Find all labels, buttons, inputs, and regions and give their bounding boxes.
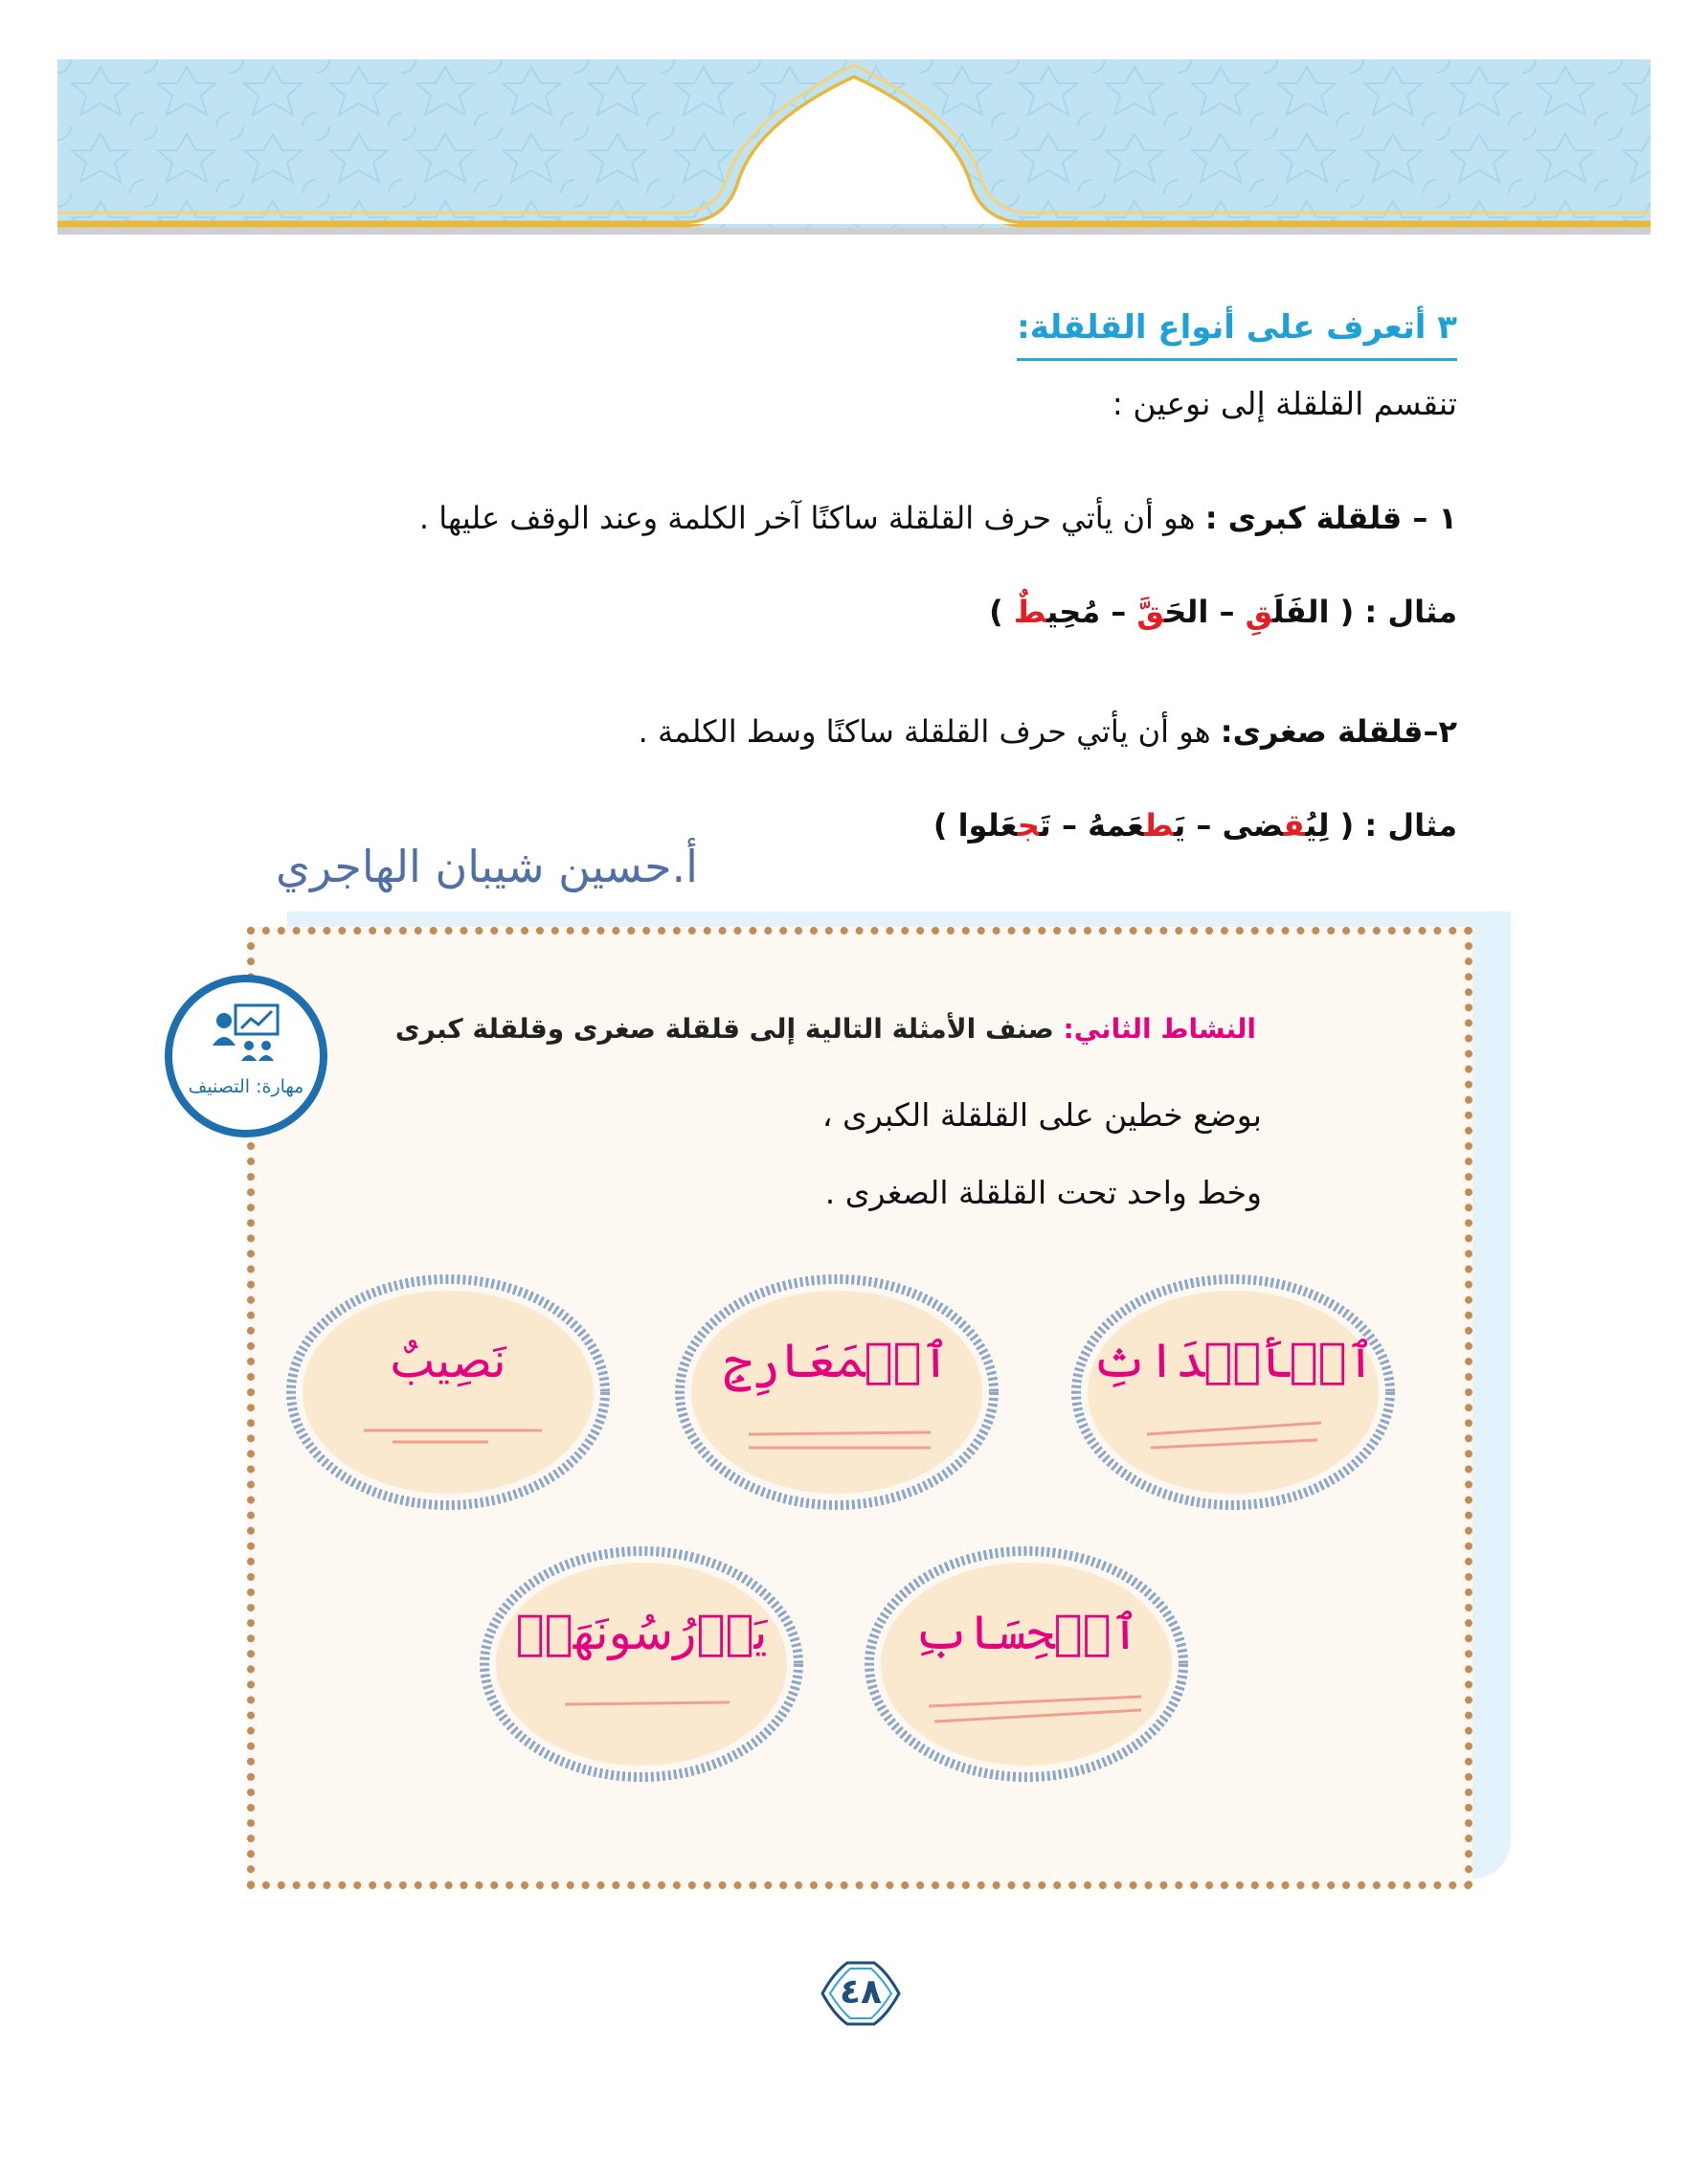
word-oval-5	[479, 1545, 804, 1783]
example-separator: –	[1100, 594, 1137, 630]
type1-example	[989, 594, 1457, 630]
example-word-base: الحَ	[1164, 594, 1209, 630]
example-word-part: عَمهُ	[1088, 807, 1145, 844]
section-heading: ٣ أتعرف على أنواع القلقلة:	[1017, 308, 1457, 361]
example-word-part: يَ	[1174, 807, 1186, 844]
type2-text: هو أن يأتي حرف القلقلة ساكنًا وسط الكلمة .	[638, 713, 1221, 750]
page-number-badge	[819, 1959, 903, 2028]
example-label: مثال : (	[1329, 807, 1457, 844]
example-word-part: عَلوا	[957, 807, 1018, 844]
type1-definition	[419, 500, 1457, 536]
type1-label: ١ – قلقلة كبرى :	[1204, 500, 1457, 536]
type1-text: هو أن يأتي حرف القلقلة ساكنًا آخر الكلمة وعند الوقف عليها .	[418, 500, 1205, 536]
type2-label: ٢–قلقلة صغرى:	[1220, 713, 1457, 750]
oval-word: ٱلۡحِسَابِ	[913, 1605, 1139, 1660]
example-qalqala-letter: قَّ	[1136, 594, 1165, 630]
presentation-icon	[211, 1003, 281, 1067]
example-qalqala-letter: قِ	[1245, 594, 1273, 630]
oval-word: نَصِيبٌ	[390, 1333, 506, 1388]
activity-title-label: النشاط الثاني:	[1063, 1013, 1256, 1045]
oval-word: يَدۡرُسُونَهَاۖ	[515, 1605, 768, 1660]
example-qalqala-letter: ط	[1144, 807, 1175, 844]
header-banner	[57, 59, 1651, 237]
type2-example	[933, 807, 1457, 844]
activity-title-text: صنف الأمثلة التالية إلى قلقلة صغرى وقلقلة كبرى	[394, 1013, 1064, 1045]
activity-instruction-1: بوضع خطين على القلقلة الكبرى ،	[821, 1096, 1262, 1134]
example-separator: –	[1050, 807, 1089, 844]
activity-instruction-2: وخط واحد تحت القلقلة الصغرى .	[824, 1174, 1262, 1211]
example-close: )	[989, 594, 1014, 630]
word-oval-1	[1070, 1273, 1396, 1511]
word-oval-4	[864, 1545, 1189, 1783]
page-number: ٤٨	[840, 1972, 882, 2012]
oval-word: ٱلۡأَجۡدَاثِ	[1091, 1333, 1375, 1388]
oval-word: ٱلۡمَعَارِجِ	[724, 1333, 950, 1388]
example-close: )	[933, 807, 958, 844]
example-qalqala-letter: ج	[1017, 807, 1040, 844]
example-word-base: الفَلَ	[1272, 594, 1330, 630]
example-word-part: لِيُ	[1305, 807, 1330, 844]
activity-title	[395, 1013, 1256, 1045]
word-oval-2	[674, 1273, 1000, 1511]
example-word-part: ضى	[1222, 807, 1284, 844]
type2-definition	[639, 713, 1457, 750]
example-word-base: مُحِي	[1046, 594, 1101, 630]
skill-badge-label: مهارة: التصنيف	[188, 1076, 304, 1097]
example-separator: –	[1208, 594, 1246, 630]
example-separator: –	[1185, 807, 1223, 844]
section-intro: تنقسم القلقلة إلى نوعين :	[1112, 385, 1457, 422]
example-label: مثال : (	[1329, 594, 1457, 630]
example-qalqala-letter: ق	[1283, 807, 1306, 844]
example-word-part: تَ	[1039, 807, 1051, 844]
word-oval-3	[285, 1273, 611, 1511]
author-name: أ.حسين شيبان الهاجري	[276, 841, 698, 892]
example-qalqala-letter: طٌ	[1013, 594, 1047, 630]
skill-badge	[165, 975, 327, 1137]
